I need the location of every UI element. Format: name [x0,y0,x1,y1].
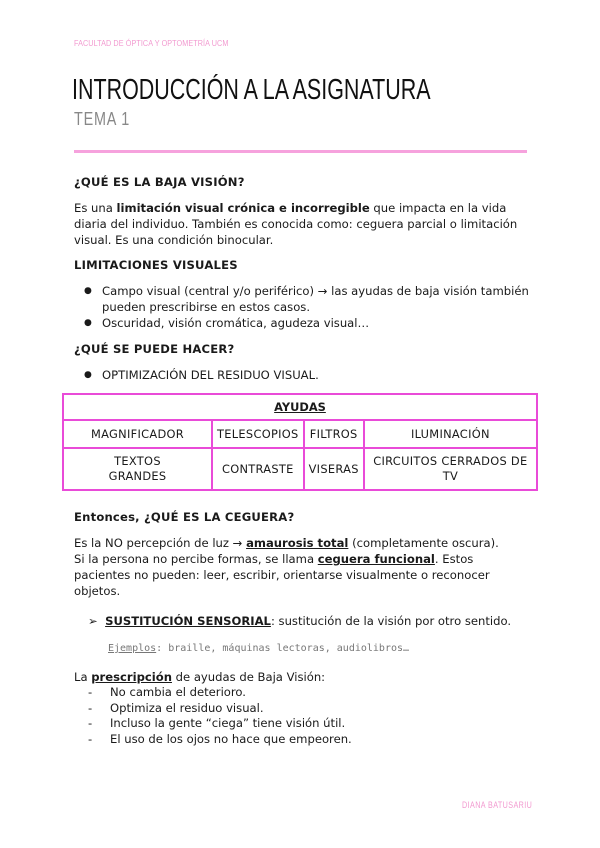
aids-table-header: AYUDAS [63,394,537,420]
heading-baja-vision: ¿QUÉ ES LA BAJA VISIÓN? [74,175,245,189]
list-item: - No cambia el deterioro. [110,685,530,701]
page-subtitle: TEMA 1 [74,109,131,129]
limitaciones-list [74,283,530,331]
arrow-bullet-icon: ➢ [88,614,98,628]
table-cell: FILTROS [304,420,364,448]
text: de ayudas de Baja Visión: [171,670,326,684]
heading-limitaciones: LIMITACIONES VISUALES [74,258,238,272]
paragraph-prescripcion [74,669,530,685]
text: . Estos pacientes no pueden: leer, escribir, orientarse visualmente o reconocer objetos. [74,552,490,598]
page-title: INTRODUCCIÓN A LA ASIGNATURA [72,74,431,106]
list-item: ● OPTIMIZACIÓN DEL RESIDUO VISUAL. [102,367,530,383]
table-cell: CONTRASTE [212,448,304,490]
text: La [74,670,92,684]
table-cell: TELESCOPIOS [212,420,304,448]
author-footer: DIANA BATUSARIU [462,800,533,810]
bold-term: limitación visual crónica e incorregible [116,201,370,215]
list-item: ● Campo visual (central y/o periférico) → las ayudas de baja visión también pueden prescribirse en estos casos. [102,283,530,315]
paragraph-baja-vision [74,200,530,248]
sustitucion-item [88,613,530,629]
list-item: ● Oscuridad, visión cromática, agudeza visual… [102,315,530,331]
que-hacer-list [74,367,530,383]
list-item: - El uso de los ojos no hace que empeoren. [110,732,530,748]
list-item: - Incluso la gente “ciega” tiene visión útil. [110,716,530,732]
table-cell: TEXTOS GRANDES [63,448,212,490]
text: que impacta en la vida diaria del individuo. También es conocida como: ceguera parcial o limitación visual. Es una condición binocular. [74,201,518,247]
text: : sustitución de la visión por otro sentido. [270,614,512,628]
text: (completamente oscura). [348,536,499,550]
table-cell: ILUMINACIÓN [364,420,537,448]
term-amaurosis: amaurosis total [246,536,349,550]
faculty-header: FACULTAD DE ÓPTICA Y OPTOMETRÍA UCM [74,38,229,48]
text: Es una [74,201,117,215]
table-cell: CIRCUITOS CERRADOS DE TV [364,448,537,490]
text: Si la persona no percibe formas, se llama [74,552,318,566]
prescripcion-list [74,685,530,747]
list-item: - Optimiza el residuo visual. [110,701,530,717]
term-ceguera-funcional: ceguera funcional [317,552,435,566]
paragraph-ceguera [74,535,530,599]
example-label: Ejemplos [108,643,157,654]
text: Es la NO percepción de luz → [74,536,247,550]
document-body [74,174,530,747]
example-line [108,641,530,657]
title-divider [74,150,527,153]
text: : braille, máquinas lectoras, audiolibros… [156,643,410,654]
term-sustitucion: SUSTITUCIÓN SENSORIAL [105,614,271,628]
aids-table [62,393,538,491]
heading-ceguera: Entonces, ¿QUÉ ES LA CEGUERA? [74,510,295,524]
heading-que-hacer: ¿QUÉ SE PUEDE HACER? [74,342,235,356]
term-prescripcion: prescripción [91,670,172,684]
table-cell: MAGNIFICADOR [63,420,212,448]
table-cell: VISERAS [304,448,364,490]
